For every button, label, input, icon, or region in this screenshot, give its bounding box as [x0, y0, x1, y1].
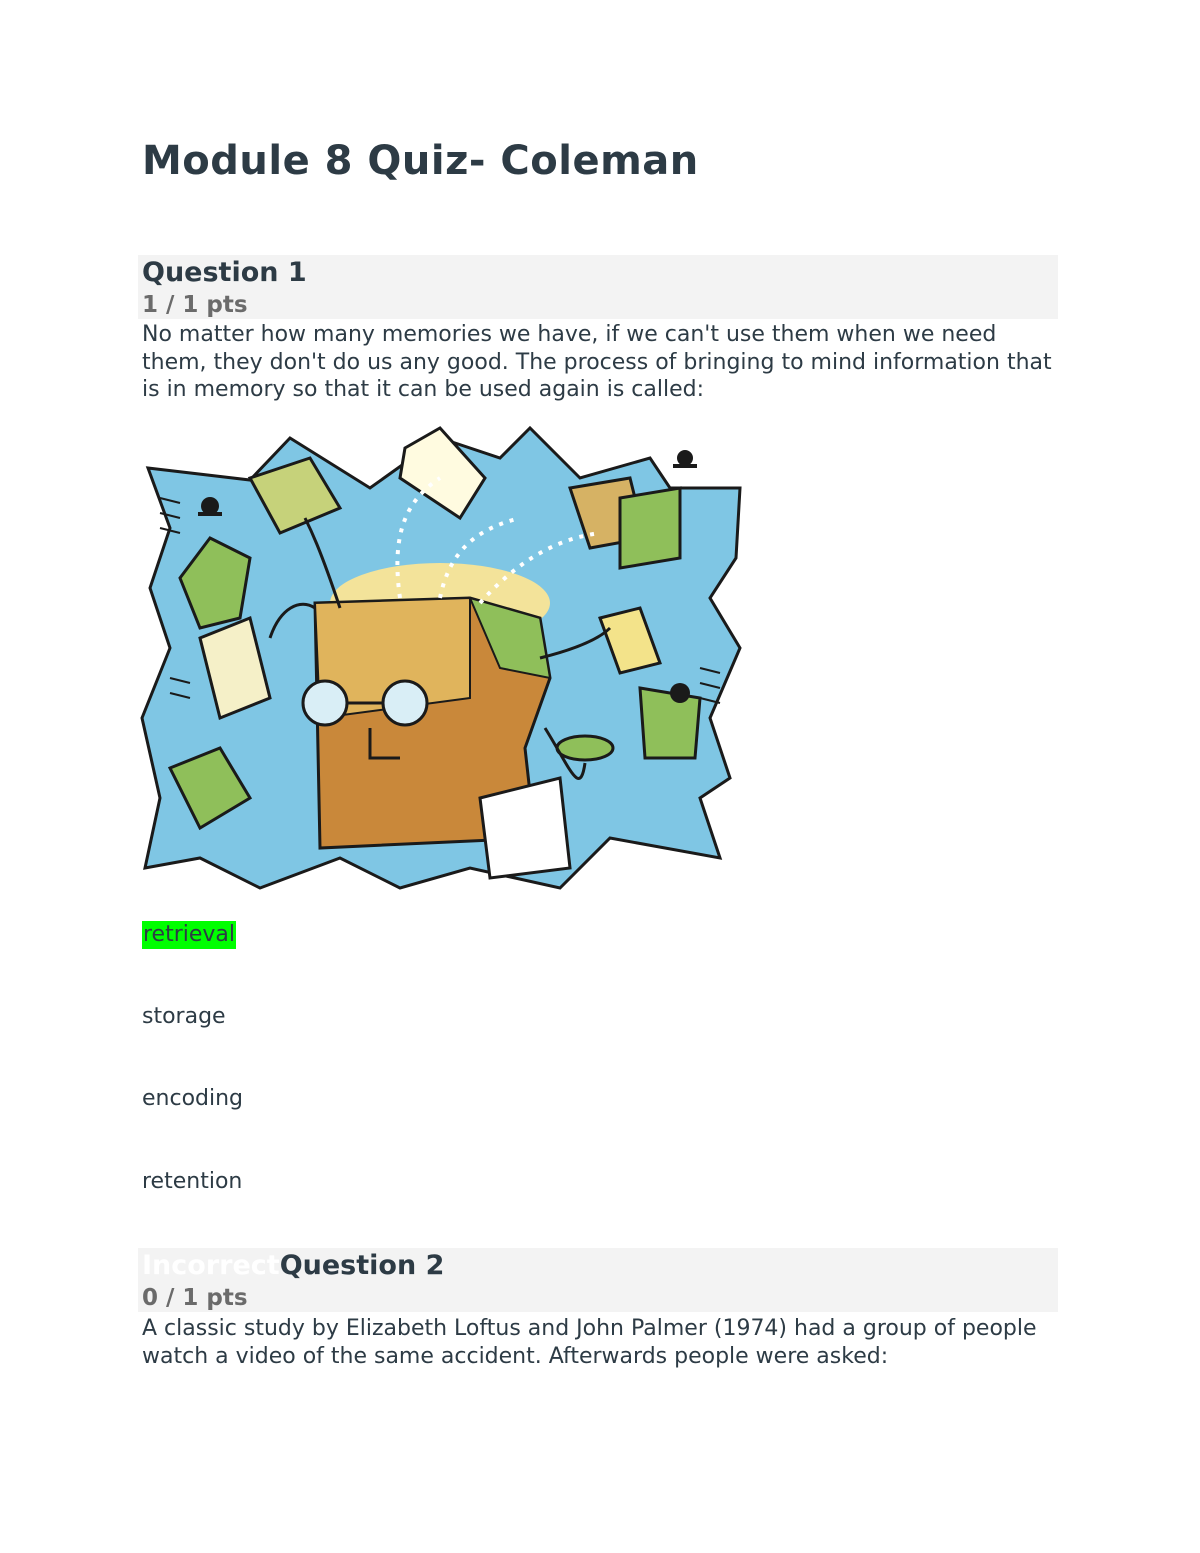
- question-1-points: 1 / 1 pts: [142, 292, 248, 318]
- answer-option-retention[interactable]: retention: [142, 1169, 243, 1194]
- question-2-title: Question 2: [279, 1250, 445, 1281]
- question-1-header: [138, 255, 1058, 319]
- question-2-title-line: [142, 1250, 444, 1281]
- page-title: Module 8 Quiz- Coleman: [142, 138, 699, 184]
- incorrect-status-label: Incorrect: [142, 1250, 280, 1281]
- question-1-text: No matter how many memories we have, if we can't use them when we need them, they don't do us any good. The process of bringing to mind information that is in memory so that it can be used again is called:: [142, 322, 1052, 402]
- question-2-header: [138, 1248, 1058, 1312]
- answer-option-retrieval[interactable]: retrieval: [143, 922, 236, 947]
- question-1-title: Question 1: [142, 257, 307, 288]
- memory-retrieval-illustration: [140, 418, 750, 893]
- answer-option-storage[interactable]: storage: [142, 1004, 226, 1029]
- question-2-text: A classic study by Elizabeth Loftus and John Palmer (1974) had a group of people watch a video of the same accident. Afterwards people were asked:: [142, 1316, 1037, 1369]
- answer-option-encoding[interactable]: encoding: [142, 1086, 244, 1111]
- question-2-points: 0 / 1 pts: [142, 1285, 248, 1311]
